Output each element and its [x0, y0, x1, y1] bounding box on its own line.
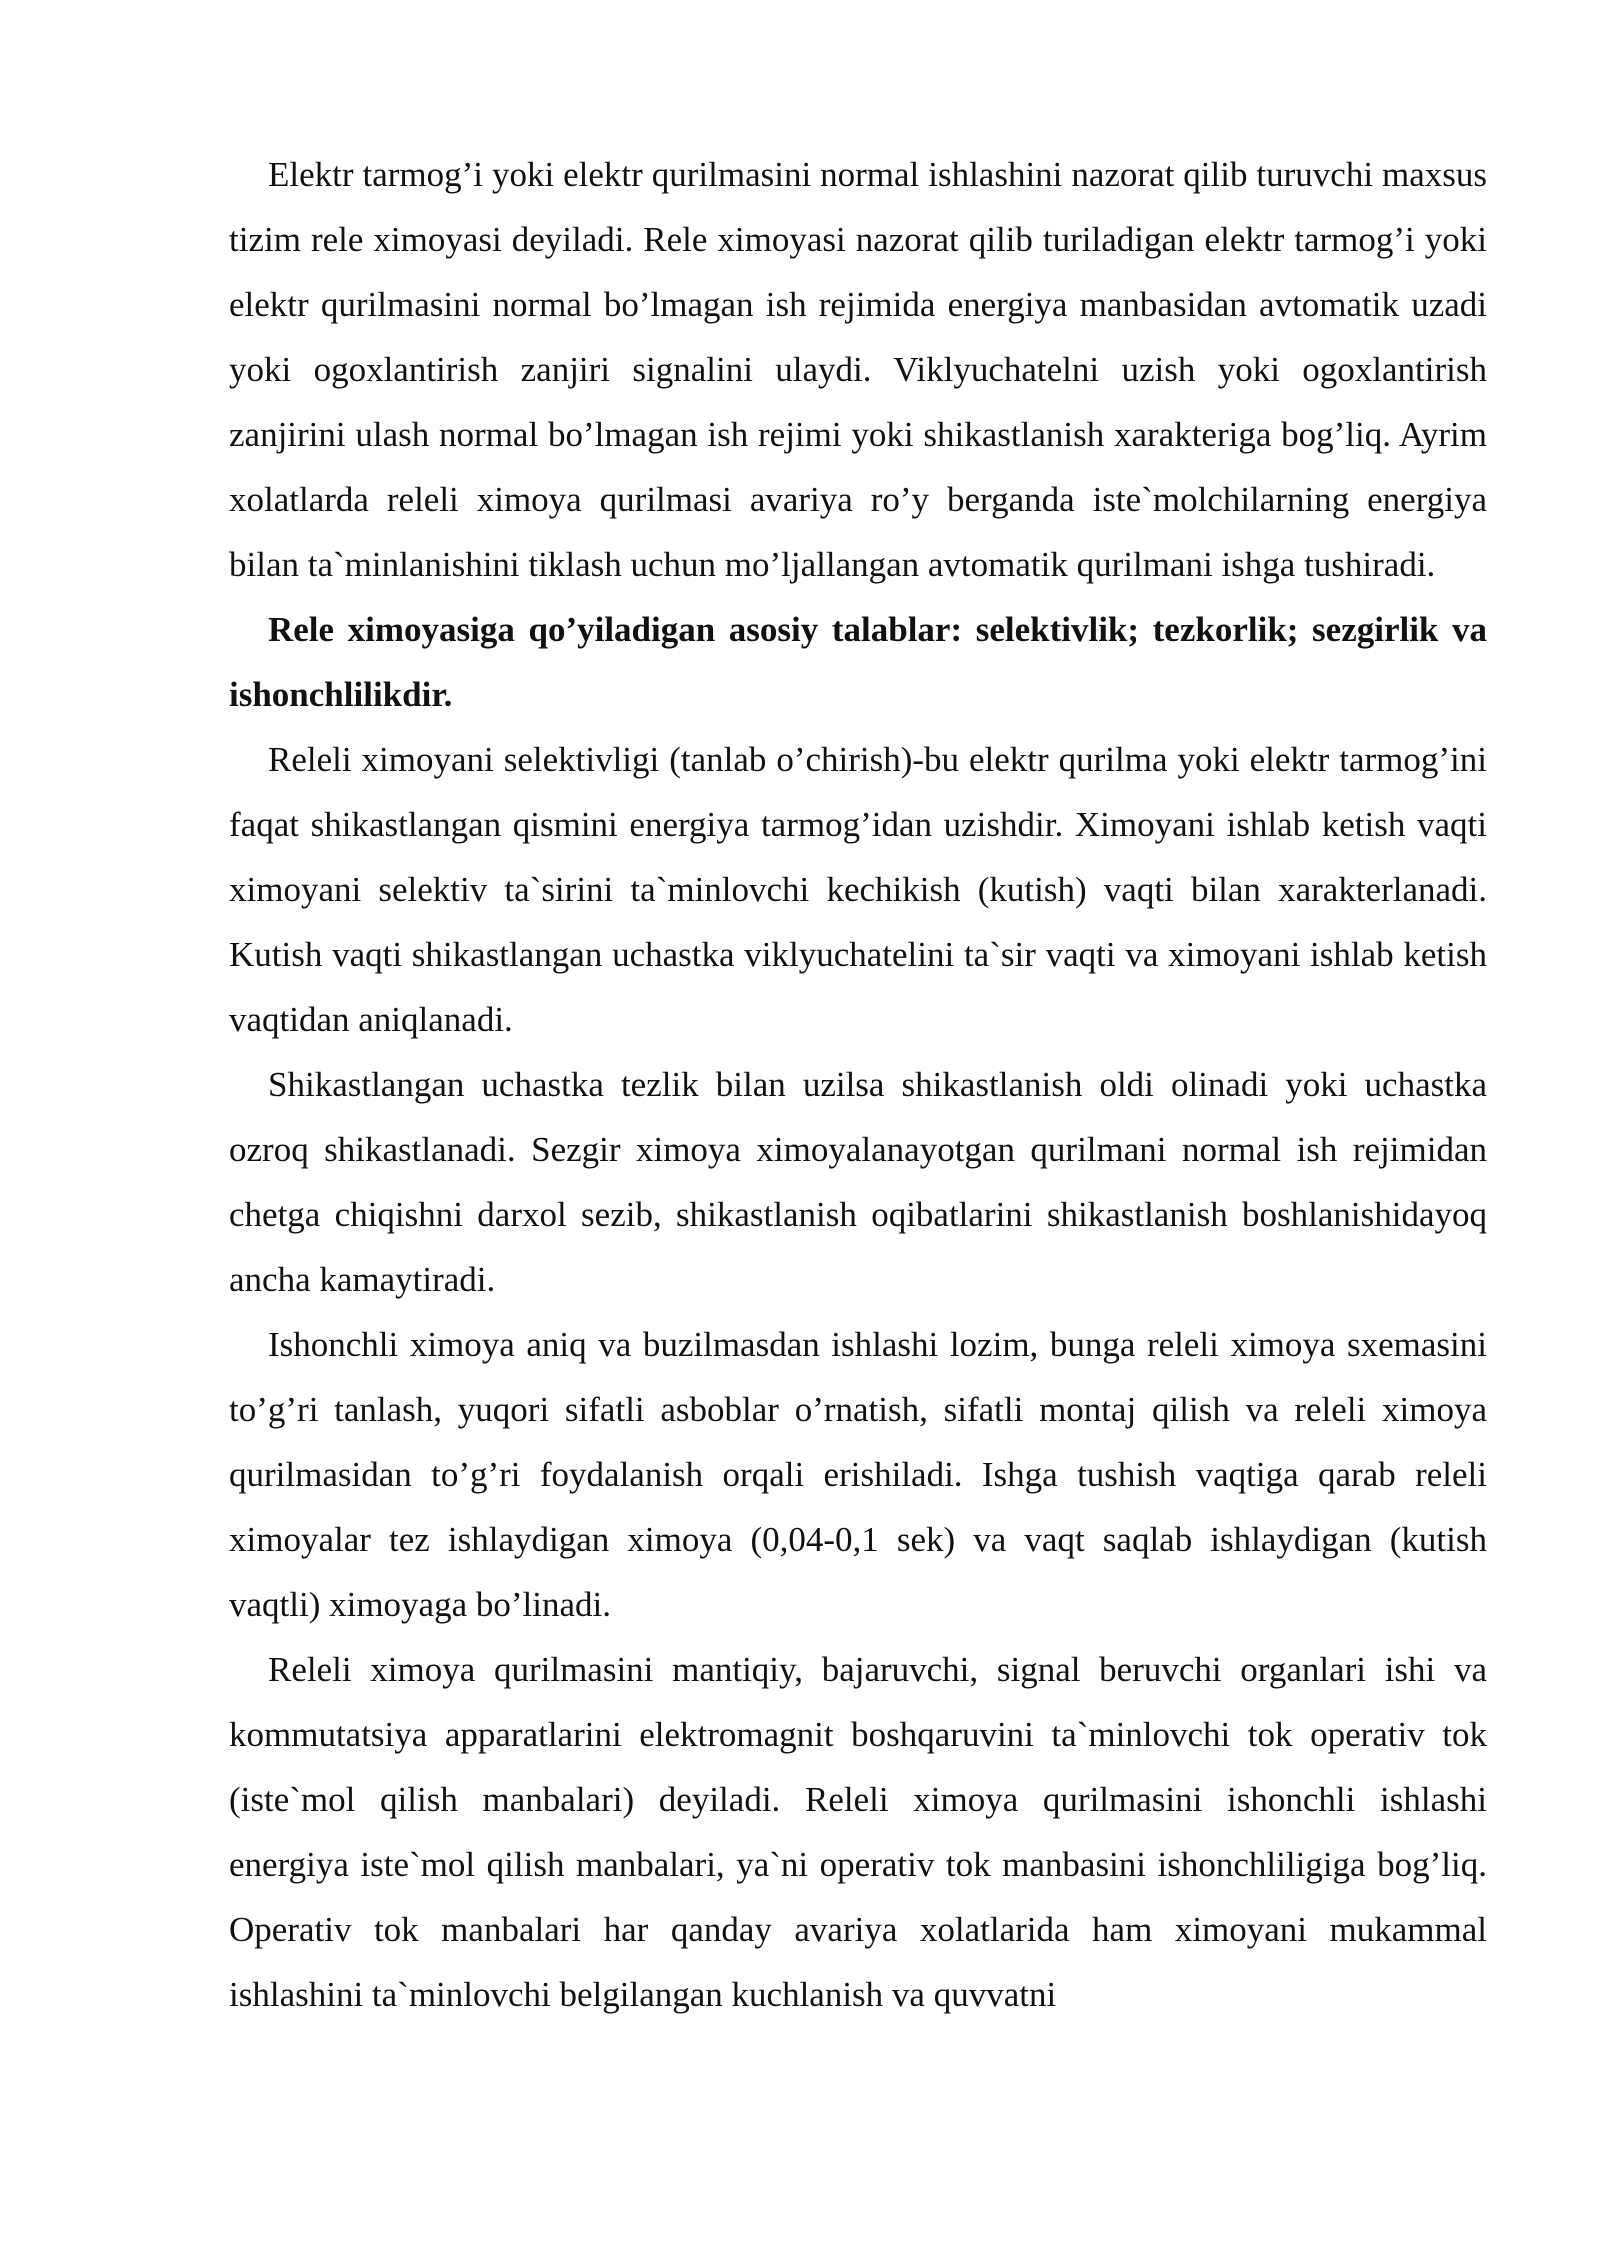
paragraph-rele-definition: Elektr tarmog’i yoki elektr qurilmasini normal ishlashini nazorat qilib turuvchi maxsus tizim rele ximoyasi deyiladi. Rele ximoyasi nazorat qilib turiladigan elektr tarmog’i yoki elektr qurilmasini normal bo’lmagan ish rejimida energiya manbasidan avtomatik uzadi yoki ogoxlantirish zanjiri signalini ulaydi. Viklyuchatelni uzish yoki ogoxlantirish zanjirini ulash normal bo’lmagan ish rejimi yoki shikastlanish xarakteriga bog’liq. Ayrim xolatlarda releli ximoya qurilmasi avariya ro’y berganda iste`molchilarning energiya bilan ta`minlanishini tiklash uchun mo’ljallangan avtomatik qurilmani ishga tushiradi. [229, 155, 1487, 584]
paragraph-reliability: Ishonchli ximoya aniq va buzilmasdan ishlashi lozim, bunga releli ximoya sxemasini to’g’ri tanlash, yuqori sifatli asboblar o’rnatish, sifatli montaj qilish va releli ximoya qurilmasidan to’g’ri foydalanish orqali erishiladi. Ishga tushish vaqtiga qarab releli ximoyalar tez ishlaydigan ximoya (0,04-0,1 sek) va vaqt saqlab ishlaydigan (kutish vaqtli) ximoyaga bo’linadi. [229, 1325, 1487, 1624]
paragraph-speed-sensitivity: Shikastlangan uchastka tezlik bilan uzilsa shikastlanish oldi olinadi yoki uchastka ozroq shikastlanadi. Sezgir ximoya ximoyalanayotgan qurilmani normal ish rejimidan chetga chiqishni darxol sezib, shikastlanish oqibatlarini shikastlanish boshlanishidayoq ancha kamaytiradi. [229, 1065, 1487, 1299]
paragraph-requirements-heading: Rele ximoyasiga qo’yiladigan asosiy talablar: selektivlik; tezkorlik; sezgirlik va ishonchlilikdir. [229, 610, 1487, 714]
paragraph-operative-current: Releli ximoya qurilmasini mantiqiy, bajaruvchi, signal beruvchi organlari ishi va kommutatsiya apparatlarini elektromagnit boshqaruvini ta`minlovchi tok operativ tok (iste`mol qilish manbalari) deyiladi. Releli ximoya qurilmasini ishonchli ishlashi energiya iste`mol qilish manbalari, ya`ni operativ tok manbasini ishonchliligiga bog’liq. Operativ tok manbalari har qanday avariya xolatlarida ham ximoyani mukammal ishlashini ta`minlovchi belgilangan kuchlanish va quvvatni [229, 1650, 1487, 2014]
document-page [229, 142, 1487, 2027]
paragraph-selectivity: Releli ximoyani selektivligi (tanlab o’chirish)-bu elektr qurilma yoki elektr tarmog’ini faqat shikastlangan qismini energiya tarmog’idan uzishdir. Ximoyani ishlab ketish vaqti ximoyani selektiv ta`sirini ta`minlovchi kechikish (kutish) vaqti bilan xarakterlanadi. Kutish vaqti shikastlangan uchastka viklyuchatelini ta`sir vaqti va ximoyani ishlab ketish vaqtidan aniqlanadi. [229, 740, 1487, 1039]
